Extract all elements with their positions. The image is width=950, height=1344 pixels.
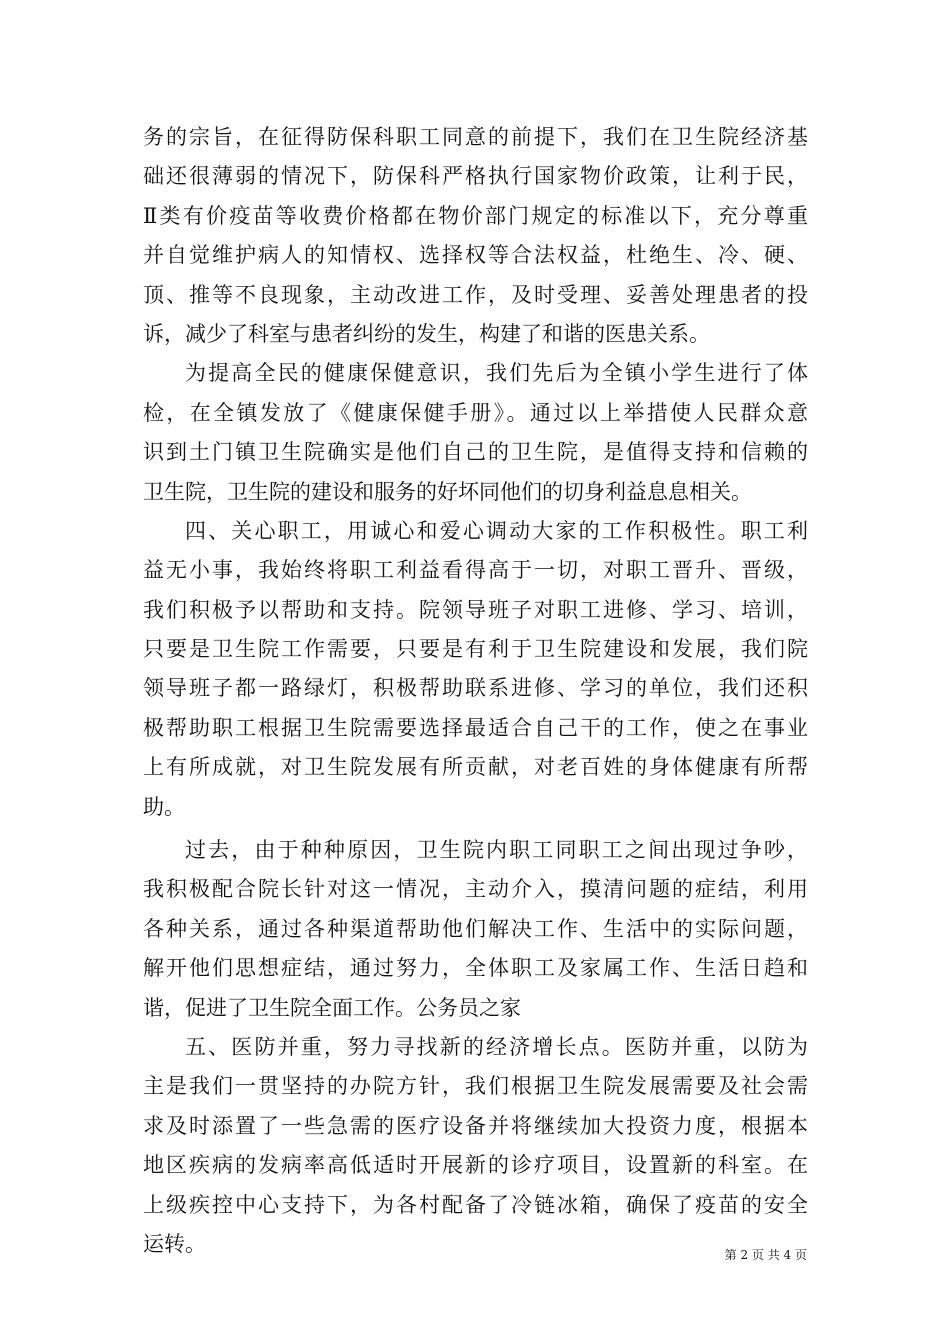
text-line: 卫生院，卫生院的建设和服务的好坏同他们的切身利益息息相关。 [143, 479, 752, 504]
text-line: 五、医防并重，努力寻找新的经济增长点。医防并重，以防为 [185, 1034, 808, 1059]
text-line: 解开他们思想症结，通过努力，全体职工及家属工作、生活日趋和 [143, 956, 808, 981]
text-line: 务的宗旨，在征得防保科职工同意的前提下，我们在卫生院经济基 [143, 125, 808, 149]
text-line: 我积极配合院长针对这一情况，主动介入，摸清问题的症结，利用 [143, 877, 808, 902]
text-line: 上级疾控中心支持下，为各村配备了冷链冰箱，确保了疫苗的安全 [143, 1192, 808, 1217]
text-line: 谐，促进了卫生院全面工作。公务员之家 [143, 995, 521, 1020]
page-number: 第 2 页 共 4 页 [724, 1248, 807, 1262]
text-line: 领导班子都一路绿灯，积极帮助联系进修、学习的单位，我们还积 [143, 676, 808, 701]
text-line: 助。 [143, 794, 185, 819]
text-line: 诉，减少了科室与患者纠纷的发生，构建了和谐的医患关系。 [143, 321, 710, 346]
text-line: 检，在全镇发放了《健康保健手册》。通过以上举措使人民群众意 [143, 400, 808, 425]
body-text [143, 118, 808, 1264]
text-line: 各种关系，通过各种渠道帮助他们解决工作、生活中的实际问题， [143, 916, 808, 941]
text-line: 础还很薄弱的情况下，防保科严格执行国家物价政策，让利于民， [143, 164, 808, 189]
text-line: 我们积极予以帮助和支持。院领导班子对职工进修、学习、培训， [143, 597, 808, 622]
text-line: 地区疾病的发病率高低适时开展新的诊疗项目，设置新的科室。在 [143, 1153, 808, 1178]
text-line: 顶、推等不良现象，主动改进工作，及时受理、妥善处理患者的投 [143, 282, 808, 307]
text-line: 只要是卫生院工作需要，只要是有利于卫生院建设和发展，我们院 [143, 637, 808, 662]
text-line: 为提高全民的健康保健意识，我们先后为全镇小学生进行了体 [185, 361, 808, 386]
text-line: 过去，由于种种原因，卫生院内职工同职工之间出现过争吵， [185, 838, 808, 863]
text-line: 益无小事，我始终将职工利益看得高于一切，对职工晋升、晋级， [143, 558, 808, 583]
text-line: 极帮助职工根据卫生院需要选择最适合自己干的工作，使之在事业 [143, 715, 808, 740]
text-line: 主是我们一贯坚持的办院方针，我们根据卫生院发展需要及社会需 [143, 1074, 808, 1099]
text-line: 四、关心职工，用诚心和爱心调动大家的工作积极性。职工利 [185, 518, 808, 543]
text-line: Ⅱ类有价疫苗等收费价格都在物价部门规定的标准以下，充分尊重 [143, 203, 808, 228]
text-line: 运转。 [143, 1231, 206, 1256]
text-line: 并自觉维护病人的知情权、选择权等合法权益，杜绝生、冷、硬、 [143, 243, 808, 268]
text-line: 识到土门镇卫生院确实是他们自己的卫生院，是值得支持和信赖的 [143, 440, 808, 465]
text-line: 求及时添置了一些急需的医疗设备并将继续加大投资力度，根据本 [143, 1113, 808, 1138]
text-line: 上有所成就，对卫生院发展有所贡献，对老百姓的身体健康有所帮 [143, 755, 808, 780]
